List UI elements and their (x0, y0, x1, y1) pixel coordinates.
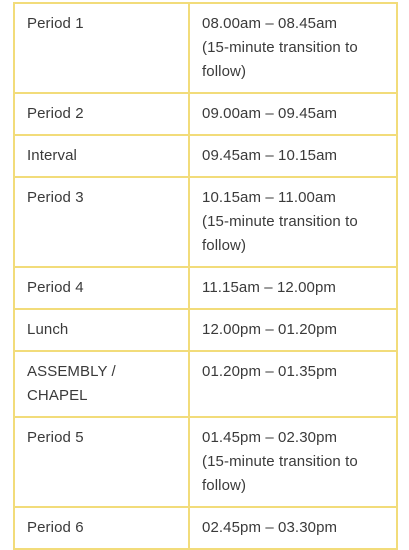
transition-note: (15-minute transition to follow) (202, 213, 358, 254)
table-row (14, 3, 397, 93)
time-range: 02.45pm – 03.30pm (202, 519, 338, 536)
time-range: 09.00am – 09.45am (202, 105, 338, 122)
time-range: 09.45am – 10.15am (202, 147, 338, 164)
time-cell (189, 507, 397, 549)
time-range: 01.20pm – 01.35pm (202, 363, 338, 380)
time-cell (189, 351, 397, 417)
table-row (14, 177, 397, 267)
time-cell (189, 267, 397, 309)
table-row (14, 507, 397, 549)
time-range: 11.15am – 12.00pm (202, 279, 337, 296)
table-row (14, 309, 397, 351)
period-label: Lunch (14, 309, 189, 351)
time-cell (189, 417, 397, 507)
schedule-table (13, 2, 398, 550)
time-cell (189, 93, 397, 135)
transition-note: (15-minute transition to follow) (202, 39, 358, 80)
table-row (14, 417, 397, 507)
table-row (14, 93, 397, 135)
time-cell (189, 135, 397, 177)
time-range: 08.00am – 08.45am (202, 15, 338, 32)
table-row (14, 351, 397, 417)
period-label: Period 2 (14, 93, 189, 135)
period-label: Period 5 (14, 417, 189, 507)
transition-note: (15-minute transition to follow) (202, 453, 358, 494)
period-label: Period 1 (14, 3, 189, 93)
period-label: ASSEMBLY / CHAPEL (14, 351, 189, 417)
period-label: Interval (14, 135, 189, 177)
time-range: 10.15am – 11.00am (202, 189, 337, 206)
schedule-table-body (14, 3, 397, 549)
table-row (14, 267, 397, 309)
period-label: Period 4 (14, 267, 189, 309)
time-range: 12.00pm – 01.20pm (202, 321, 338, 338)
period-label: Period 6 (14, 507, 189, 549)
time-cell (189, 3, 397, 93)
time-range: 01.45pm – 02.30pm (202, 429, 338, 446)
table-row (14, 135, 397, 177)
time-cell (189, 177, 397, 267)
time-cell (189, 309, 397, 351)
period-label: Period 3 (14, 177, 189, 267)
